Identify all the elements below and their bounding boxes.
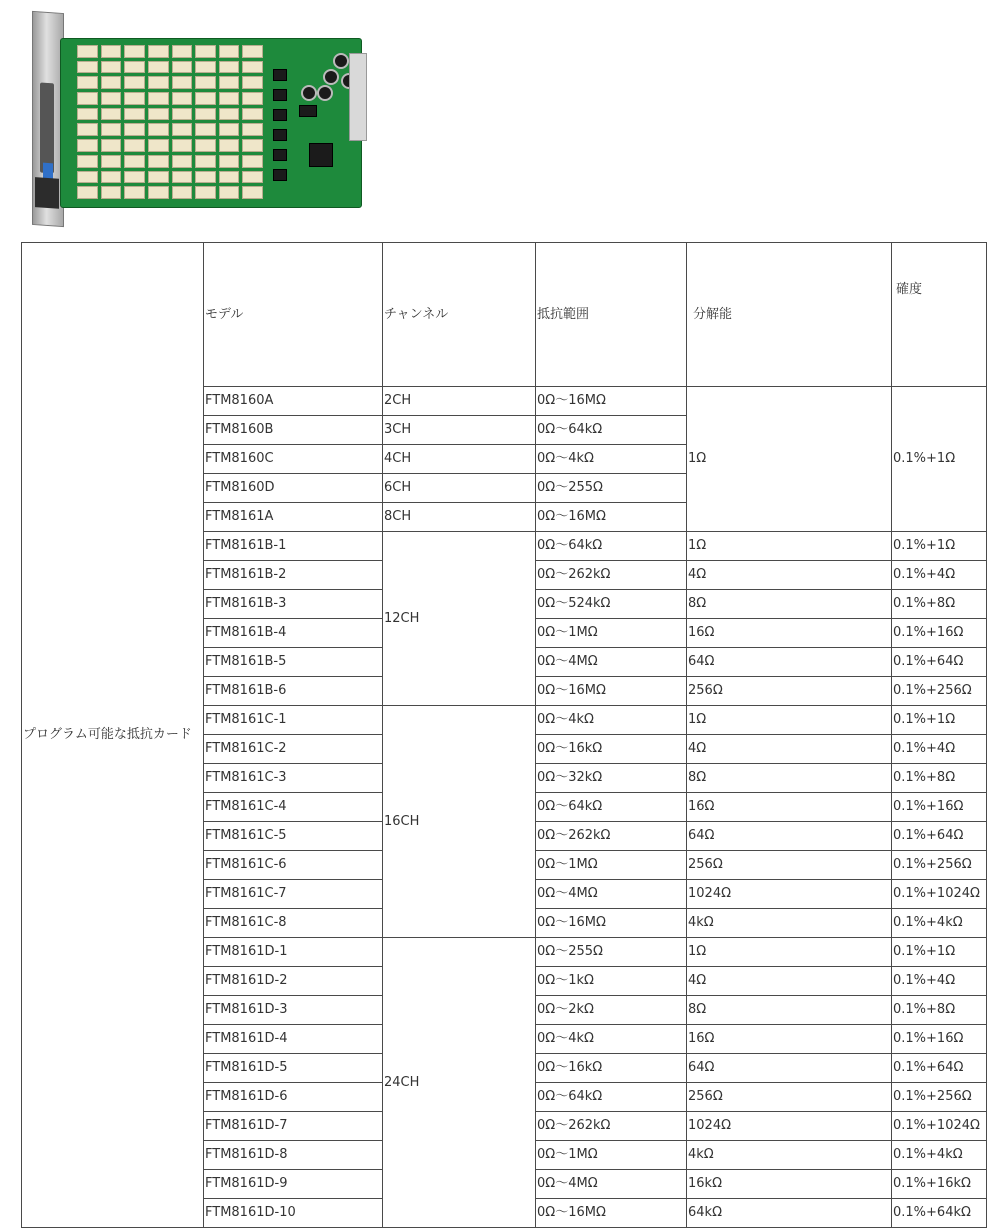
range-cell: 0Ω～4kΩ: [536, 445, 687, 474]
circuit-board: [60, 38, 362, 208]
resolution-cell: 1Ω: [687, 938, 892, 967]
resolution-cell: 256Ω: [687, 1083, 892, 1112]
model-cell: FTM8161C-4: [204, 793, 383, 822]
range-cell: 0Ω～16kΩ: [536, 735, 687, 764]
accuracy-cell: 0.1%+1Ω: [892, 706, 987, 735]
resolution-cell: 4kΩ: [687, 909, 892, 938]
range-cell: 0Ω～4MΩ: [536, 648, 687, 677]
model-cell: FTM8161D-2: [204, 967, 383, 996]
resolution-cell: 1024Ω: [687, 1112, 892, 1141]
model-cell: FTM8161A: [204, 503, 383, 532]
accuracy-cell: 0.1%+1024Ω: [892, 1112, 987, 1141]
range-cell: 0Ω～262kΩ: [536, 822, 687, 851]
range-cell: 0Ω～16MΩ: [536, 503, 687, 532]
resolution-cell: 1Ω: [687, 387, 892, 532]
header-row: [22, 243, 987, 387]
resolution-cell: 256Ω: [687, 677, 892, 706]
model-cell: FTM8161D-6: [204, 1083, 383, 1112]
accuracy-cell: 0.1%+1Ω: [892, 387, 987, 532]
model-cell: FTM8161B-2: [204, 561, 383, 590]
accuracy-cell: 0.1%+16Ω: [892, 1025, 987, 1054]
channels-cell: 4CH: [383, 445, 536, 474]
range-cell: 0Ω～4MΩ: [536, 1170, 687, 1199]
range-cell: 0Ω～64kΩ: [536, 1083, 687, 1112]
channels-cell: 3CH: [383, 416, 536, 445]
accuracy-cell: 0.1%+4Ω: [892, 967, 987, 996]
channels-cell: 8CH: [383, 503, 536, 532]
range-cell: 0Ω～1MΩ: [536, 1141, 687, 1170]
accuracy-cell: 0.1%+1Ω: [892, 532, 987, 561]
accuracy-cell: 0.1%+16Ω: [892, 619, 987, 648]
model-cell: FTM8161B-1: [204, 532, 383, 561]
range-cell: 0Ω～16MΩ: [536, 677, 687, 706]
resolution-cell: 64Ω: [687, 822, 892, 851]
model-cell: FTM8161D-10: [204, 1199, 383, 1228]
accuracy-cell: 0.1%+1024Ω: [892, 880, 987, 909]
resolution-cell: 64kΩ: [687, 1199, 892, 1228]
resolution-cell: 64Ω: [687, 648, 892, 677]
resolution-cell: 1024Ω: [687, 880, 892, 909]
range-cell: 0Ω～255Ω: [536, 938, 687, 967]
accuracy-cell: 0.1%+256Ω: [892, 1083, 987, 1112]
range-cell: 0Ω～16kΩ: [536, 1054, 687, 1083]
model-cell: FTM8161D-7: [204, 1112, 383, 1141]
model-cell: FTM8161B-6: [204, 677, 383, 706]
model-cell: FTM8161B-4: [204, 619, 383, 648]
model-cell: FTM8161C-6: [204, 851, 383, 880]
range-cell: 0Ω～262kΩ: [536, 1112, 687, 1141]
product-photo: [32, 12, 362, 224]
model-cell: FTM8161C-1: [204, 706, 383, 735]
resolution-cell: 4Ω: [687, 967, 892, 996]
resolution-cell: 16Ω: [687, 619, 892, 648]
resolution-cell: 16Ω: [687, 793, 892, 822]
resolution-cell: 256Ω: [687, 851, 892, 880]
range-cell: 0Ω～4kΩ: [536, 706, 687, 735]
spec-table: [21, 242, 987, 1228]
range-cell: 0Ω～1MΩ: [536, 619, 687, 648]
channels-cell: 24CH: [383, 938, 536, 1228]
range-cell: 0Ω～16MΩ: [536, 387, 687, 416]
accuracy-cell: 0.1%+256Ω: [892, 851, 987, 880]
model-cell: FTM8161D-1: [204, 938, 383, 967]
resolution-cell: 4Ω: [687, 561, 892, 590]
header-accuracy: 確度: [892, 243, 987, 387]
header-resolution: 分解能: [687, 243, 892, 387]
range-cell: 0Ω～255Ω: [536, 474, 687, 503]
model-cell: FTM8161C-3: [204, 764, 383, 793]
model-cell: FTM8160A: [204, 387, 383, 416]
range-cell: 0Ω～524kΩ: [536, 590, 687, 619]
accuracy-cell: 0.1%+64kΩ: [892, 1199, 987, 1228]
accuracy-cell: 0.1%+16Ω: [892, 793, 987, 822]
model-cell: FTM8161D-9: [204, 1170, 383, 1199]
model-cell: FTM8161B-3: [204, 590, 383, 619]
accuracy-cell: 0.1%+4kΩ: [892, 1141, 987, 1170]
model-cell: FTM8161D-4: [204, 1025, 383, 1054]
header-range: 抵抗範囲: [536, 243, 687, 387]
resolution-cell: 8Ω: [687, 996, 892, 1025]
range-cell: 0Ω～262kΩ: [536, 561, 687, 590]
range-cell: 0Ω～16MΩ: [536, 1199, 687, 1228]
range-cell: 0Ω～1MΩ: [536, 851, 687, 880]
accuracy-cell: 0.1%+64Ω: [892, 822, 987, 851]
range-cell: 0Ω～64kΩ: [536, 416, 687, 445]
model-cell: FTM8160B: [204, 416, 383, 445]
resolution-cell: 16Ω: [687, 1025, 892, 1054]
resolution-cell: 1Ω: [687, 706, 892, 735]
model-cell: FTM8161D-3: [204, 996, 383, 1025]
range-cell: 0Ω～64kΩ: [536, 793, 687, 822]
model-cell: FTM8161C-8: [204, 909, 383, 938]
range-cell: 0Ω～1kΩ: [536, 967, 687, 996]
category-cell: プログラム可能な抵抗カード: [22, 243, 204, 1228]
range-cell: 0Ω～2kΩ: [536, 996, 687, 1025]
range-cell: 0Ω～4MΩ: [536, 880, 687, 909]
model-cell: FTM8161B-5: [204, 648, 383, 677]
accuracy-cell: 0.1%+4Ω: [892, 735, 987, 764]
accuracy-cell: 0.1%+4Ω: [892, 561, 987, 590]
resolution-cell: 4kΩ: [687, 1141, 892, 1170]
range-cell: 0Ω～4kΩ: [536, 1025, 687, 1054]
model-cell: FTM8160D: [204, 474, 383, 503]
range-cell: 0Ω～64kΩ: [536, 532, 687, 561]
accuracy-cell: 0.1%+256Ω: [892, 677, 987, 706]
model-cell: FTM8161D-5: [204, 1054, 383, 1083]
channels-cell: 16CH: [383, 706, 536, 938]
model-cell: FTM8160C: [204, 445, 383, 474]
channels-cell: 2CH: [383, 387, 536, 416]
accuracy-cell: 0.1%+8Ω: [892, 996, 987, 1025]
model-cell: FTM8161C-2: [204, 735, 383, 764]
resolution-cell: 4Ω: [687, 735, 892, 764]
resolution-cell: 1Ω: [687, 532, 892, 561]
resolution-cell: 8Ω: [687, 764, 892, 793]
model-cell: FTM8161D-8: [204, 1141, 383, 1170]
header-model: モデル: [204, 243, 383, 387]
resolution-cell: 64Ω: [687, 1054, 892, 1083]
model-cell: FTM8161C-7: [204, 880, 383, 909]
accuracy-cell: 0.1%+1Ω: [892, 938, 987, 967]
accuracy-cell: 0.1%+16kΩ: [892, 1170, 987, 1199]
accuracy-cell: 0.1%+8Ω: [892, 590, 987, 619]
accuracy-cell: 0.1%+4kΩ: [892, 909, 987, 938]
range-cell: 0Ω～16MΩ: [536, 909, 687, 938]
range-cell: 0Ω～32kΩ: [536, 764, 687, 793]
channels-cell: 6CH: [383, 474, 536, 503]
model-cell: FTM8161C-5: [204, 822, 383, 851]
header-channels: チャンネル: [383, 243, 536, 387]
resolution-cell: 8Ω: [687, 590, 892, 619]
resolution-cell: 16kΩ: [687, 1170, 892, 1199]
accuracy-cell: 0.1%+64Ω: [892, 1054, 987, 1083]
relay-array: [77, 45, 263, 199]
channels-cell: 12CH: [383, 532, 536, 706]
accuracy-cell: 0.1%+64Ω: [892, 648, 987, 677]
accuracy-cell: 0.1%+8Ω: [892, 764, 987, 793]
